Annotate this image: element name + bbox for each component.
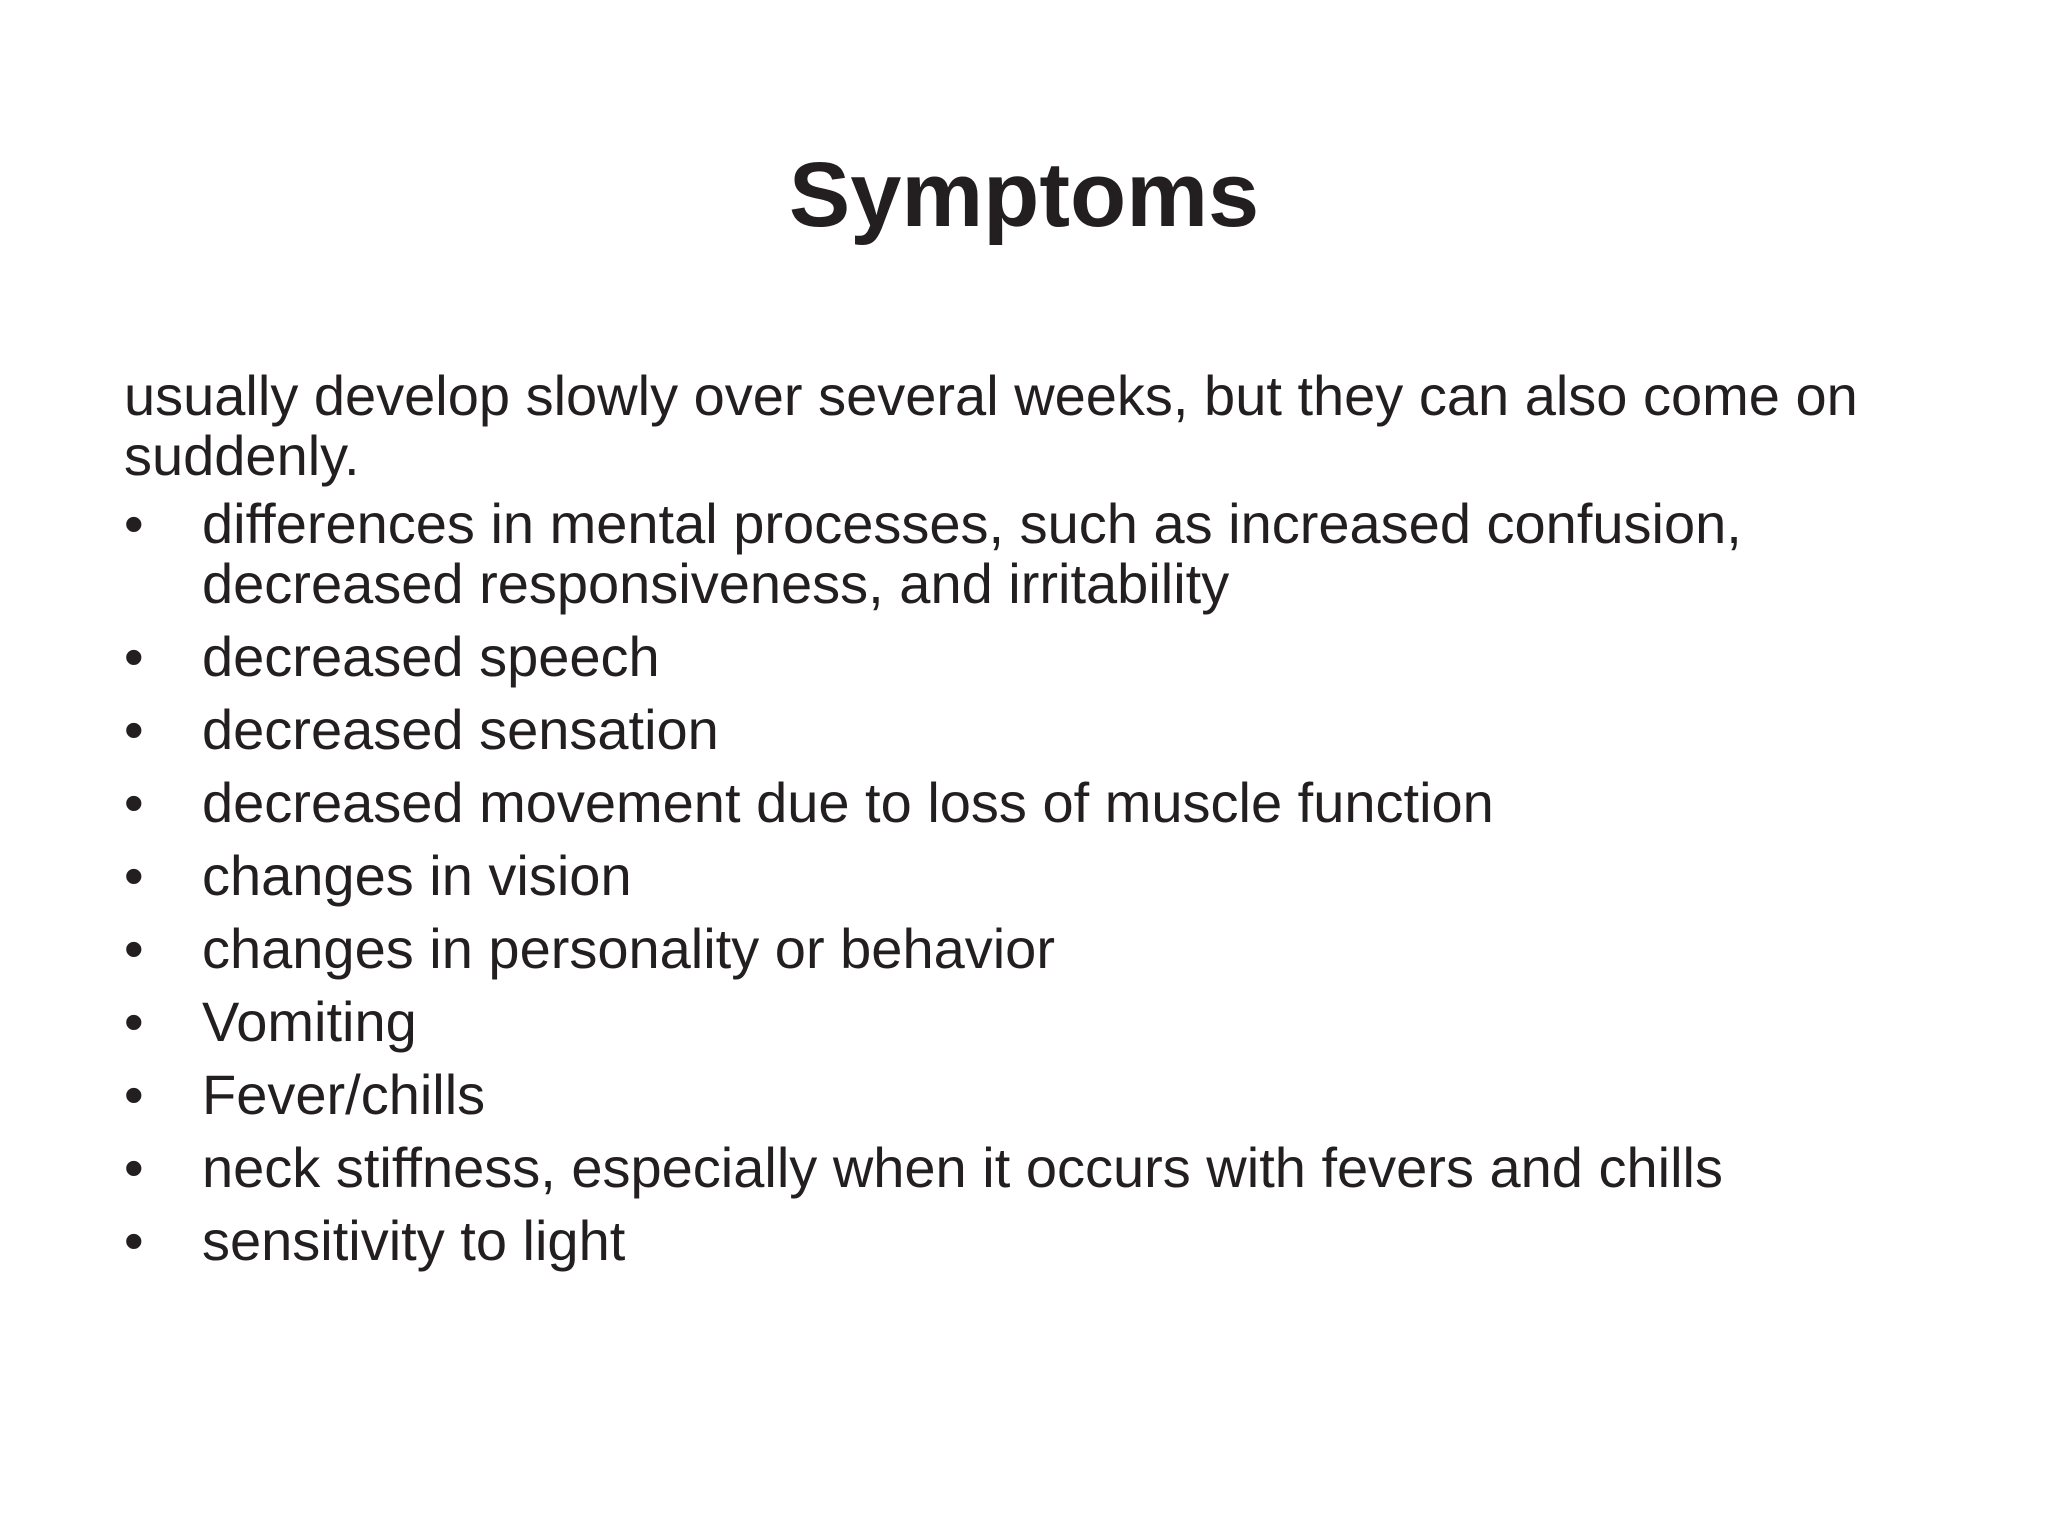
list-item bbox=[124, 846, 1944, 906]
list-item-text: changes in vision bbox=[202, 844, 632, 907]
slide-title: Symptoms bbox=[788, 144, 1260, 246]
slide-body bbox=[124, 366, 1944, 1284]
bullet-icon: • bbox=[124, 1136, 144, 1199]
list-item-text: differences in mental processes, such as increased confusion, decreased responsiveness, and irritability bbox=[202, 492, 1742, 615]
list-item-text: neck stiffness, especially when it occurs with fevers and chills bbox=[202, 1136, 1723, 1199]
bullet-icon: • bbox=[124, 917, 144, 980]
bullet-icon: • bbox=[124, 1209, 144, 1272]
list-item-text: Vomiting bbox=[202, 990, 417, 1053]
list-item bbox=[124, 1138, 1944, 1198]
bullet-icon: • bbox=[124, 1063, 144, 1126]
bullet-icon: • bbox=[124, 771, 144, 834]
list-item bbox=[124, 1065, 1944, 1125]
list-item bbox=[124, 992, 1944, 1052]
list-item-text: decreased movement due to loss of muscle function bbox=[202, 771, 1494, 834]
bullet-icon: • bbox=[124, 698, 144, 761]
list-item-text: decreased sensation bbox=[202, 698, 719, 761]
list-item bbox=[124, 494, 1944, 614]
list-item bbox=[124, 627, 1944, 687]
bullet-icon: • bbox=[124, 625, 144, 688]
list-item-text: changes in personality or behavior bbox=[202, 917, 1055, 980]
symptom-list bbox=[124, 494, 1944, 1271]
list-item bbox=[124, 700, 1944, 760]
bullet-icon: • bbox=[124, 990, 144, 1053]
list-item bbox=[124, 773, 1944, 833]
intro-text: usually develop slowly over several weeks, but they can also come on suddenly. bbox=[124, 364, 1858, 487]
bullet-icon: • bbox=[124, 844, 144, 907]
list-item-text: sensitivity to light bbox=[202, 1209, 626, 1272]
list-item-text: decreased speech bbox=[202, 625, 660, 688]
list-item bbox=[124, 1211, 1944, 1271]
list-item bbox=[124, 919, 1944, 979]
bullet-icon: • bbox=[124, 492, 144, 555]
list-item-text: Fever/chills bbox=[202, 1063, 486, 1126]
